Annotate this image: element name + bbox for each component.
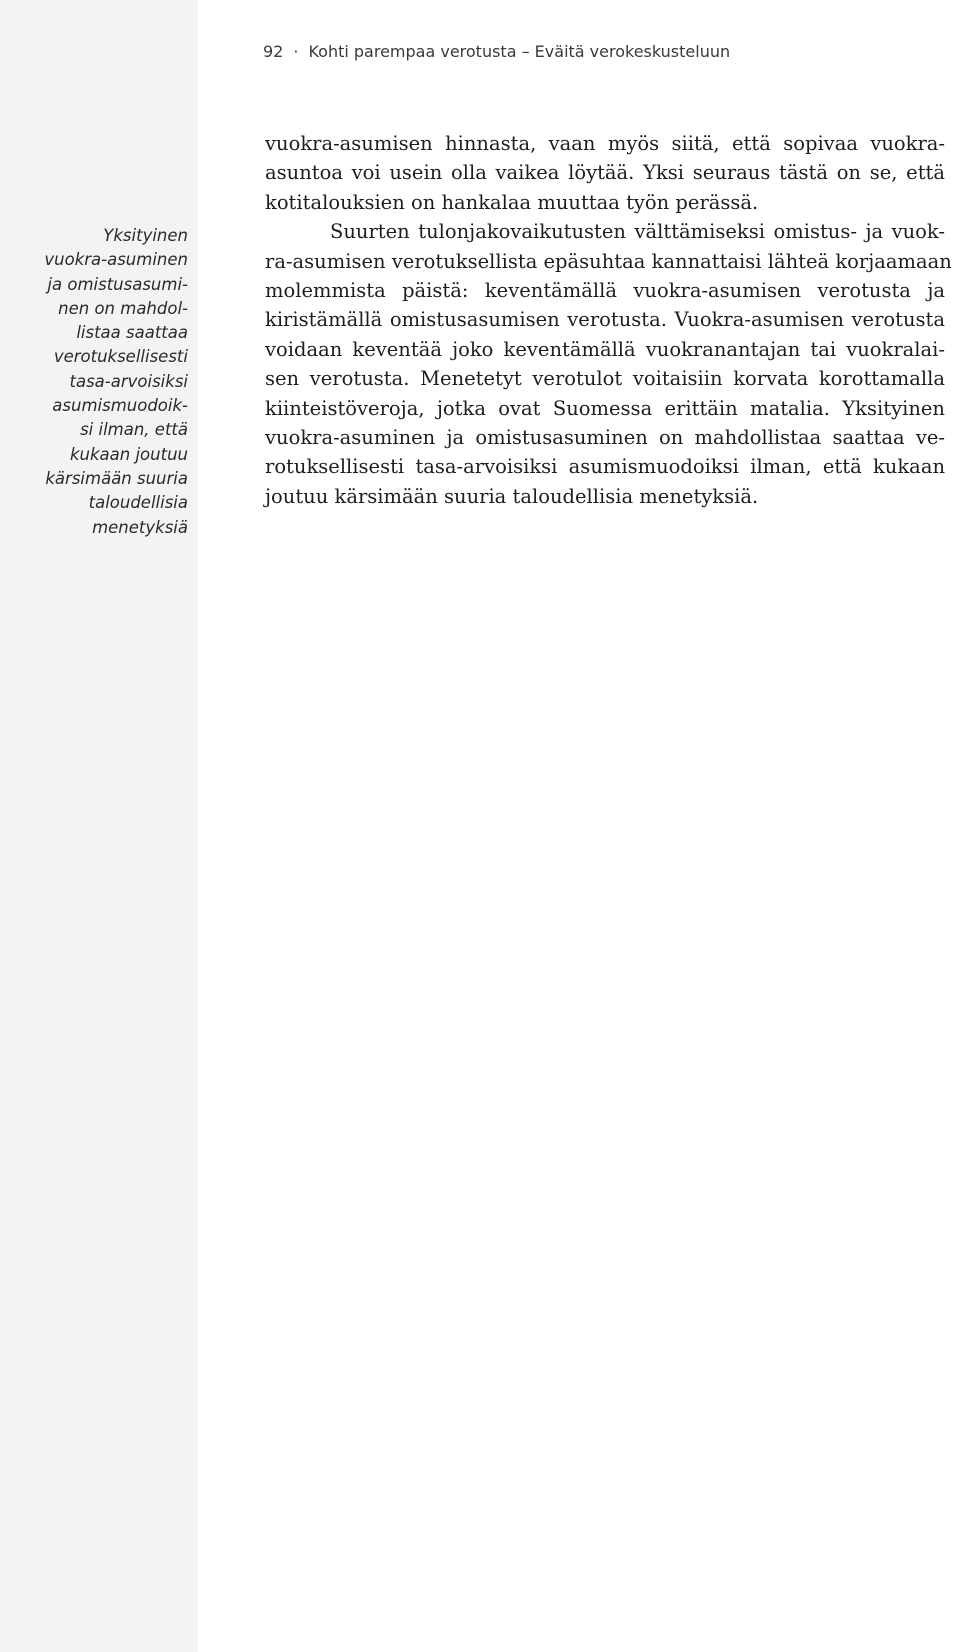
page-number: 92 — [263, 42, 284, 61]
body-line: molemmista päistä: keventämällä vuokra-asumisen verotusta ja — [265, 279, 945, 303]
pull-quote — [20, 224, 188, 540]
pull-quote-line: ja omistusasumi- — [47, 274, 188, 294]
body-text — [265, 129, 952, 511]
pull-quote-line: listaa saattaa — [76, 323, 188, 343]
pull-quote-line: verotuksellisesti — [53, 347, 188, 367]
body-line: ra-asumisen verotuksellista epäsuhtaa kannattaisi lähteä korjaamaan — [265, 249, 952, 273]
pull-quote-line: kukaan joutuu — [69, 444, 188, 464]
pull-quote-line: asumismuodoik- — [52, 396, 188, 416]
body-line: joutuu kärsimään suuria taloudellisia menetyksiä. — [265, 484, 759, 508]
pull-quote-line: Yksityinen — [103, 226, 188, 245]
body-line: asuntoa voi usein olla vaikea löytää. Yksi seuraus tästä on se, että — [265, 161, 945, 185]
body-line: rotuksellisesti tasa-arvoisiksi asumismuodoiksi ilman, että kukaan — [265, 455, 945, 479]
body-line: sen verotusta. Menetetyt verotulot voitaisiin korvata korottamalla — [265, 367, 945, 391]
pull-quote-line: vuokra-asuminen — [44, 250, 188, 270]
pull-quote-line: kärsimään suuria — [45, 468, 188, 488]
running-head — [263, 42, 730, 61]
book-title: Kohti parempaa verotusta – Eväitä verokeskusteluun — [308, 42, 731, 61]
pull-quote-line: si ilman, että — [80, 420, 188, 440]
pull-quote-line: tasa-arvoisiksi — [69, 371, 188, 391]
body-line: kotitalouksien on hankalaa muuttaa työn perässä. — [265, 190, 759, 214]
body-line: voidaan keventää joko keventämällä vuokranantajan tai vuokralai- — [265, 337, 945, 361]
pull-quote-line: taloudellisia — [88, 493, 188, 513]
body-line: vuokra-asuminen ja omistusasuminen on mahdollistaa saattaa ve- — [265, 426, 945, 450]
header-separator: · — [293, 42, 299, 61]
body-line: kiinteistöveroja, jotka ovat Suomessa erittäin matalia. Yksityinen — [265, 396, 945, 420]
body-line: vuokra-asumisen hinnasta, vaan myös siitä, että sopivaa vuokra- — [265, 132, 945, 155]
body-line: Suurten tulonjakovaikutusten välttämiseksi omistus- ja vuok- — [330, 220, 945, 244]
pull-quote-line: menetyksiä — [92, 517, 188, 537]
pull-quote-line: nen on mahdol- — [58, 298, 188, 318]
body-line: kiristämällä omistusasumisen verotusta. Vuokra-asumisen verotusta — [265, 308, 945, 332]
